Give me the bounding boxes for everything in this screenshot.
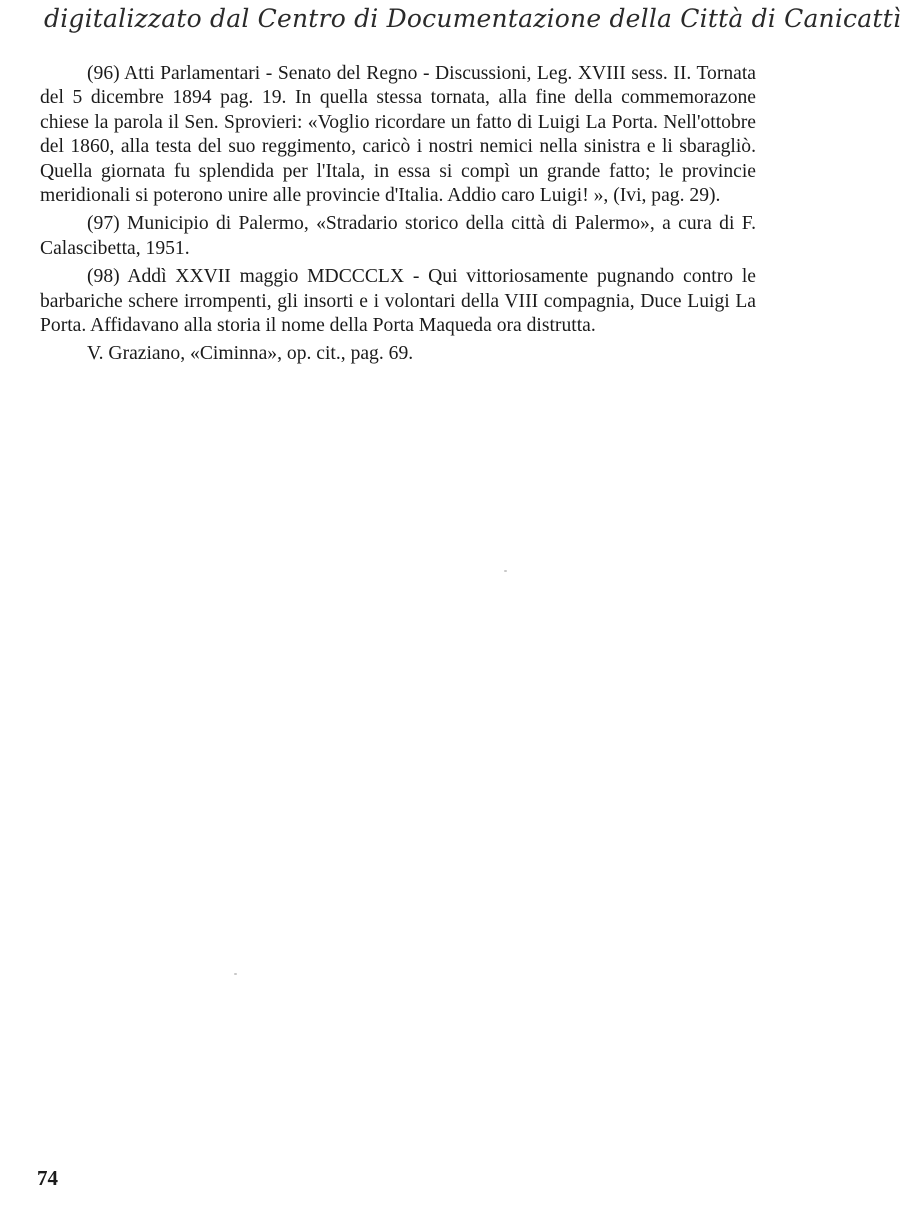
footnote-98: (98) Addì XXVII maggio MDCCCLX - Qui vittoriosamente pugnando contro le barbariche schere irrompenti, gli insorti e i volontari della VIII compagnia, Duce Luigi La Porta. Affidavano alla storia il nome della Porta Maqueda ora distrutta. xyxy=(40,266,756,337)
digitization-watermark: digitalizzato dal Centro di Documentazione della Città di Canicattì xyxy=(44,4,901,33)
page-number: 74 xyxy=(37,1166,58,1190)
footnote-97: (97) Municipio di Palermo, «Stradario storico della città di Palermo», a cura di F. Calascibetta, 1951. xyxy=(40,213,756,259)
footnote-96: (96) Atti Parlamentari - Senato del Regno - Discussioni, Leg. XVIII sess. II. Tornata del 5 dicembre 1894 pag. 19. In quella stessa tornata, alla fine della commemorazone chiese la parola il Sen. Sprovieri: «Voglio ricordare un fatto di Luigi La Porta. Nell'ottobre del 1860, alla testa del suo reggimento, caricò i nostri nemici nella sinistra e li sbaragliò. Quella giornata fu splendida per l'Itala, in essa si compì un grande fatto; le provincie meridionali si poterono unire alle provincie d'Italia. Addio caro Luigi! », (Ivi, pag. 29). xyxy=(40,63,756,207)
footnote-source-reference: V. Graziano, «Ciminna», op. cit., pag. 69. xyxy=(87,343,414,365)
footnotes-block xyxy=(40,62,756,371)
scan-speck xyxy=(234,973,237,975)
scan-speck xyxy=(504,570,507,572)
